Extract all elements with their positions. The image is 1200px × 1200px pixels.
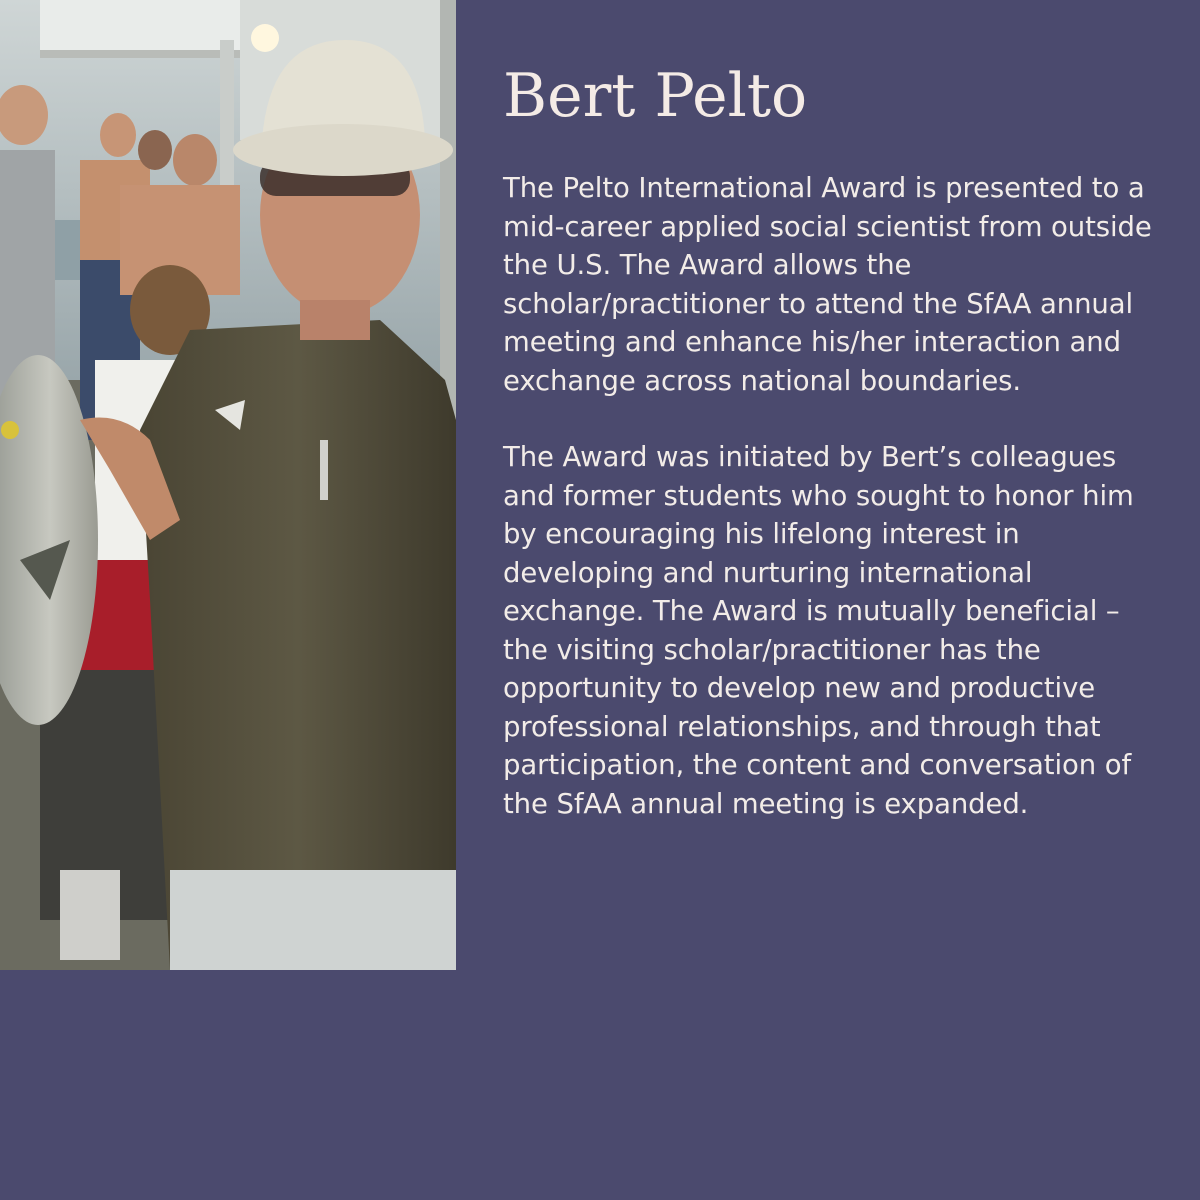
- award-history-paragraph: The Award was initiated by Bert’s colleagues and former students who sought to honor him by encouraging his lifelong interest in developing and nurturing international exchange. The Award is mutually beneficial – the visiting scholar/practitioner has the opportunity to develop new and productive professional relationships, and through that participation, the content and conversation of the SfAA annual meeting is expanded.: [503, 441, 1134, 820]
- photo-illustration: [0, 0, 456, 970]
- award-intro-paragraph: The Pelto International Award is presented to a mid-career applied social scientist from outside the U.S. The Award allows the scholar/practitioner to attend the SfAA annual meeting and enhance his/her interaction and exchange across national boundaries.: [503, 172, 1152, 397]
- page-title: Bert Pelto: [503, 61, 808, 131]
- award-description-panel: [503, 56, 1163, 823]
- portrait-photo: [0, 0, 456, 970]
